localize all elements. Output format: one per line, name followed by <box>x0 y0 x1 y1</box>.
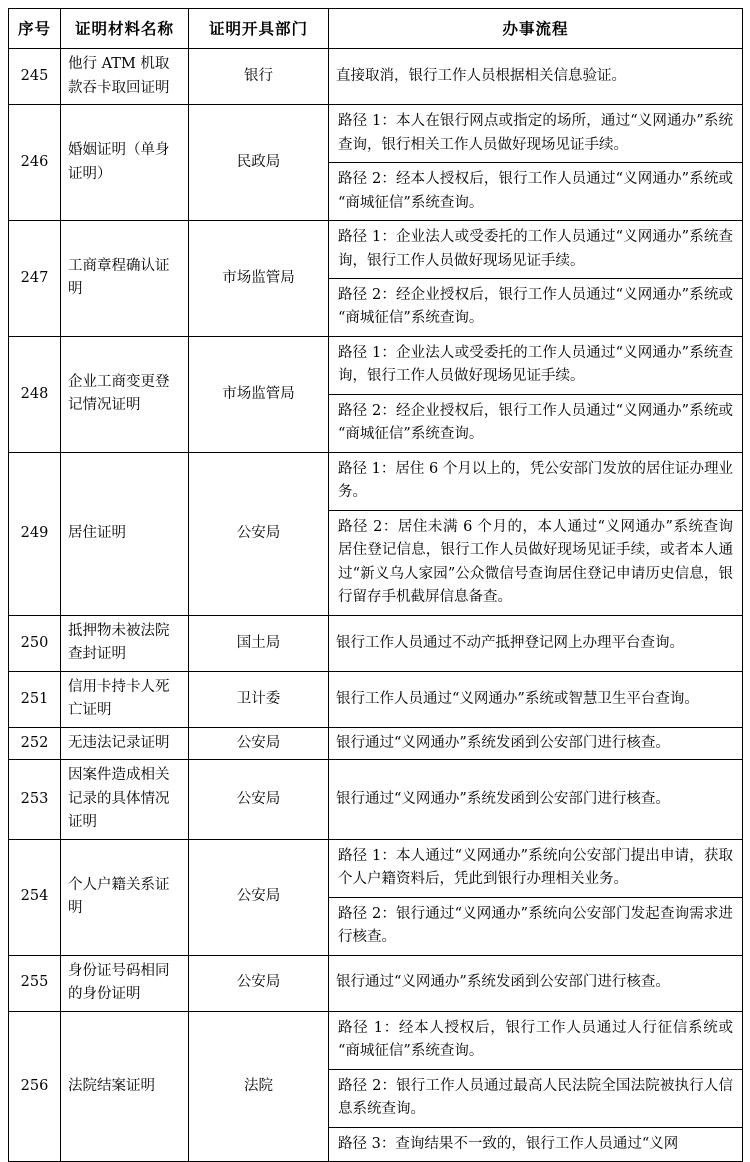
cell-dept: 公安局 <box>189 452 329 615</box>
column-header-seq: 序号 <box>9 9 61 49</box>
cell-name: 个人户籍关系证明 <box>61 839 189 955</box>
column-header-process: 办事流程 <box>329 9 743 49</box>
certificate-table <box>8 8 743 1162</box>
process-path: 路径 2：经本人授权后，银行工作人员通过“义网通办”系统或“商城征信”系统查询。 <box>338 171 733 211</box>
cell-process: 银行通过“义网通办”系统发函到公安部门进行核查。 <box>329 727 743 759</box>
table-row <box>9 727 743 759</box>
cell-dept: 公安局 <box>189 839 329 955</box>
cell-process: 直接取消，银行工作人员根据相关信息验证。 <box>329 49 743 105</box>
cell-seq: 250 <box>9 615 61 671</box>
column-header-name: 证明材料名称 <box>61 9 189 49</box>
table-row <box>9 671 743 727</box>
cell-name: 他行 ATM 机取款吞卡取回证明 <box>61 49 189 105</box>
cell-name: 因案件造成相关记录的具体情况证明 <box>61 760 189 839</box>
cell-process <box>329 839 743 955</box>
cell-seq: 252 <box>9 727 61 759</box>
process-path: 路径 2：经企业授权后，银行工作人员通过“义网通办”系统或“商城征信”系统查询。 <box>338 286 733 327</box>
cell-dept: 公安局 <box>189 727 329 759</box>
cell-name: 工商章程确认证明 <box>61 221 189 337</box>
table-header-row <box>9 9 743 49</box>
cell-dept: 民政局 <box>189 105 329 221</box>
cell-dept: 卫计委 <box>189 671 329 727</box>
cell-name: 企业工商变更登记情况证明 <box>61 336 189 452</box>
table-row <box>9 221 743 337</box>
table-row <box>9 1011 743 1161</box>
cell-seq: 256 <box>9 1011 61 1161</box>
cell-seq: 247 <box>9 221 61 337</box>
cell-seq: 246 <box>9 105 61 221</box>
cell-name: 居住证明 <box>61 452 189 615</box>
cell-process <box>329 336 743 452</box>
cell-process: 银行通过“义网通办”系统发函到公安部门进行核查。 <box>329 955 743 1011</box>
table-header <box>9 9 743 49</box>
cell-seq: 249 <box>9 452 61 615</box>
cell-dept: 国土局 <box>189 615 329 671</box>
cell-seq: 245 <box>9 49 61 105</box>
table-row <box>9 615 743 671</box>
cell-name: 抵押物未被法院查封证明 <box>61 615 189 671</box>
cell-name: 信用卡持卡人死亡证明 <box>61 671 189 727</box>
cell-process <box>329 1011 743 1161</box>
cell-name: 身份证号码相同的身份证明 <box>61 955 189 1011</box>
process-path: 路径 2：居住未满 6 个月的，本人通过“义网通办”系统查询居住登记信息，银行工作人员做好现场见证手续，或者本人通过“新义乌人家园”公众微信号查询居住登记申请历史信息，银行留存手机截屏信息备查。 <box>338 518 733 606</box>
table-row <box>9 452 743 615</box>
cell-dept: 公安局 <box>189 955 329 1011</box>
cell-dept: 法院 <box>189 1011 329 1161</box>
table-row <box>9 839 743 955</box>
table-row <box>9 105 743 221</box>
process-path: 路径 2：经企业授权后，银行工作人员通过“义网通办”系统或“商城征信”系统查询。 <box>338 402 733 443</box>
process-path: 路径 1：企业法人或受委托的工作人员通过“义网通办”系统查询，银行工作人员做好现场见证手续。 <box>329 221 742 279</box>
cell-dept: 市场监管局 <box>189 336 329 452</box>
process-path: 路径 1：经本人授权后，银行工作人员通过人行征信系统或“商城征信”系统查询。 <box>329 1012 742 1070</box>
process-path: 路径 1：本人在银行网点或指定的场所，通过“义网通办”系统查询，银行相关工作人员做好现场见证手续。 <box>329 105 742 163</box>
cell-process: 银行工作人员通过不动产抵押登记网上办理平台查询。 <box>329 615 743 671</box>
process-path: 路径 2：银行工作人员通过最高人民法院全国法院被执行人信息系统查询。 <box>329 1070 742 1128</box>
cell-seq: 248 <box>9 336 61 452</box>
cell-name: 婚姻证明（单身证明） <box>61 105 189 221</box>
column-header-dept: 证明开具部门 <box>189 9 329 49</box>
process-path: 路径 1：本人通过“义网通办”系统向公安部门提出申请，获取个人户籍资料后，凭此到银行办理相关业务。 <box>329 840 742 898</box>
process-path: 路径 1：企业法人或受委托的工作人员通过“义网通办”系统查询，银行工作人员做好现场见证手续。 <box>329 337 742 395</box>
table-row <box>9 760 743 839</box>
cell-name: 无违法记录证明 <box>61 727 189 759</box>
cell-seq: 251 <box>9 671 61 727</box>
cell-process: 银行工作人员通过“义网通办”系统或智慧卫生平台查询。 <box>329 671 743 727</box>
table-row <box>9 955 743 1011</box>
process-path: 路径 1：居住 6 个月以上的，凭公安部门发放的居住证办理业务。 <box>329 453 742 511</box>
table-row <box>9 49 743 105</box>
cell-process <box>329 105 743 221</box>
cell-process: 银行通过“义网通办”系统发函到公安部门进行核查。 <box>329 760 743 839</box>
cell-seq: 254 <box>9 839 61 955</box>
cell-dept: 市场监管局 <box>189 221 329 337</box>
cell-dept: 公安局 <box>189 760 329 839</box>
cell-name: 法院结案证明 <box>61 1011 189 1161</box>
cell-dept: 银行 <box>189 49 329 105</box>
cell-process <box>329 221 743 337</box>
cell-seq: 253 <box>9 760 61 839</box>
cell-process <box>329 452 743 615</box>
process-path: 路径 3：查询结果不一致的，银行工作人员通过“义网 <box>338 1135 679 1152</box>
process-path: 路径 2：银行通过“义网通办”系统向公安部门发起查询需求进行核查。 <box>338 905 733 946</box>
table-body <box>9 49 743 1162</box>
cell-seq: 255 <box>9 955 61 1011</box>
table-row <box>9 336 743 452</box>
